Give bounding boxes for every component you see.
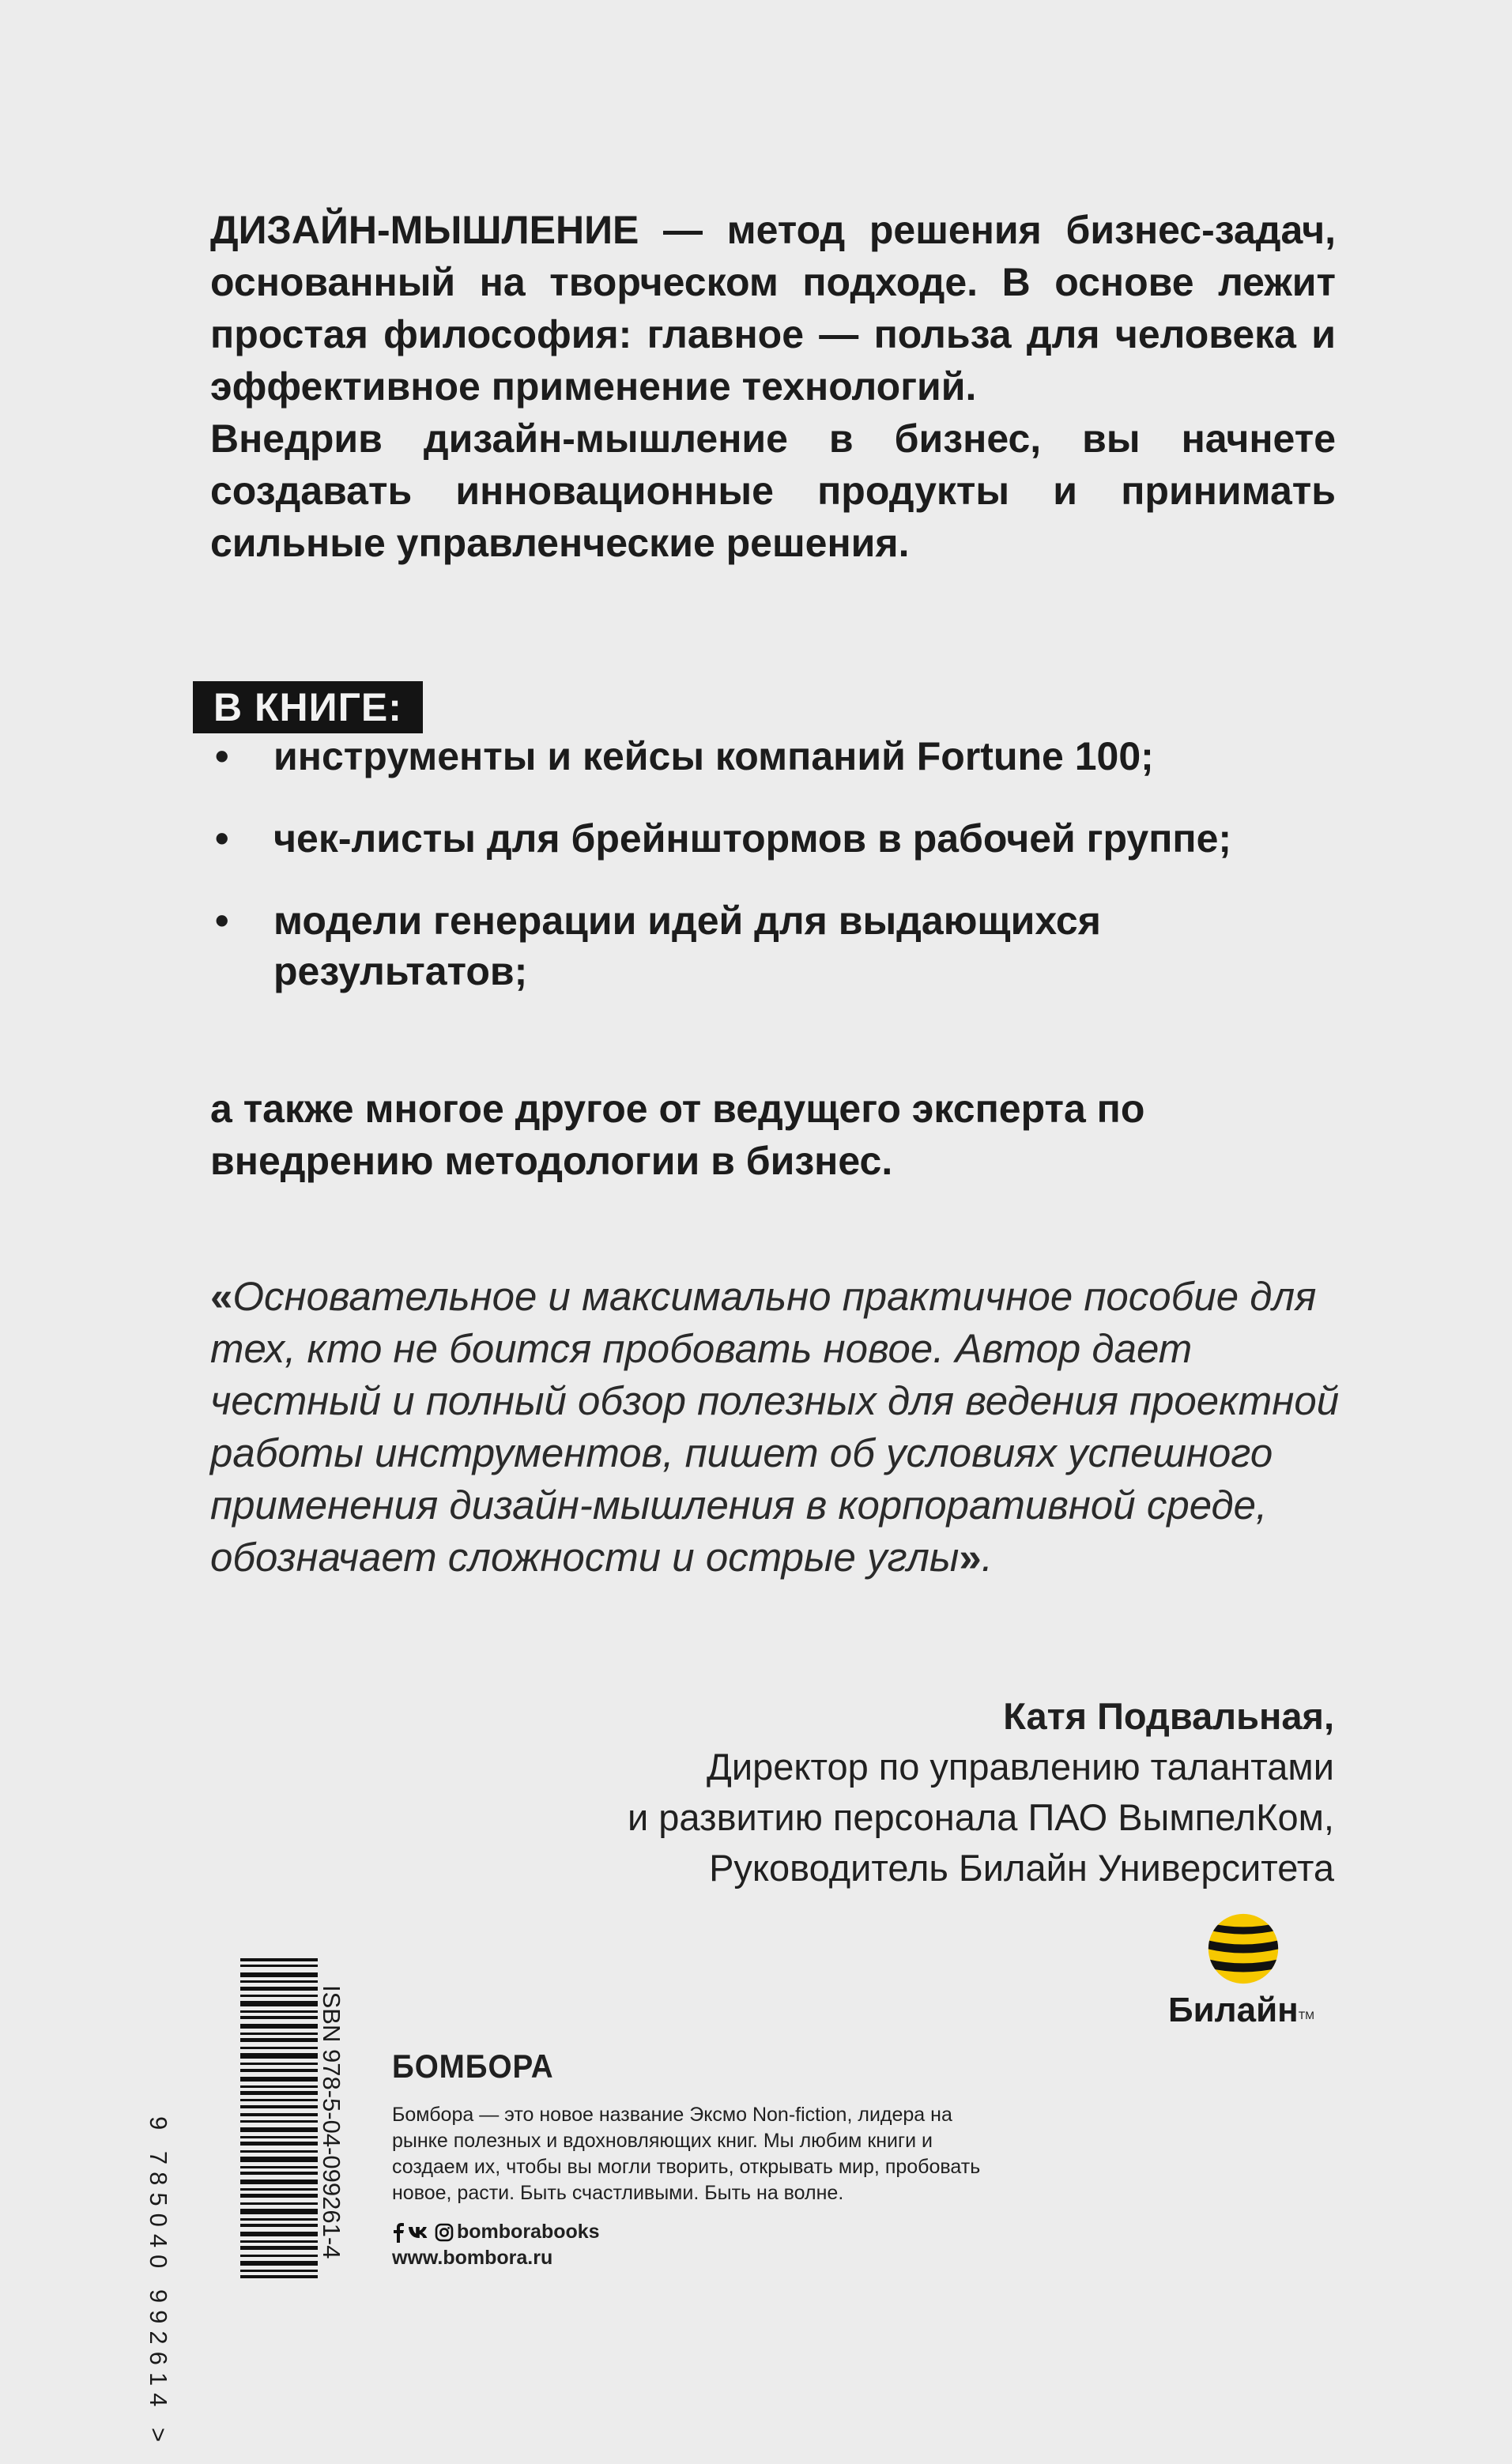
barcode-bars	[240, 1958, 318, 2278]
bullet-icon: •	[215, 816, 229, 861]
outro-text: а также многое другое от ведущего эксперта по внедрению методологии в бизнес.	[210, 1087, 1145, 1183]
feature-text: инструменты и кейсы компаний Fortune 100;	[273, 734, 1154, 778]
quote-open-mark: «	[210, 1274, 233, 1319]
bullet-icon: •	[215, 899, 229, 943]
intro-text	[210, 204, 1336, 569]
barcode-number: 9 785040 992614 >	[145, 2116, 172, 2450]
publisher-info	[392, 2047, 993, 2271]
social-handle[interactable]: bomborabooks	[457, 2221, 600, 2243]
reviewer-name: Катя Подвальная,	[1003, 1695, 1334, 1737]
isbn-number: ISBN 978-5-04-099261-4	[318, 1985, 345, 2259]
facebook-icon[interactable]	[392, 2222, 405, 2243]
beeline-name: Билайн	[1168, 1991, 1299, 2029]
reviewer-title-line-3: Руководитель Билайн Университета	[709, 1847, 1334, 1889]
reviewer-title-line-2: и развитию персонала ПАО ВымпелКом,	[627, 1796, 1334, 1838]
review-quote	[210, 1271, 1340, 1584]
beeline-ball-icon	[1207, 1912, 1280, 1985]
intro-paragraph-1: ДИЗАЙН-МЫШЛЕНИЕ — метод решения бизнес-задач, основанный на творческом подходе. В основе лежит простая философия: главное — польза для человека и эффективное применение технологий.	[210, 208, 1336, 409]
quote-end: .	[981, 1535, 993, 1580]
bullet-icon: •	[215, 734, 229, 778]
publisher-logo: БОМБОРА	[392, 2048, 554, 2085]
list-item	[210, 895, 1336, 997]
beeline-trademark: TM	[1298, 2009, 1314, 2021]
social-links	[392, 2219, 993, 2245]
quote-attribution	[628, 1691, 1334, 1893]
quote-text: Основательное и максимально практичное пособие для тех, кто не боится пробовать новое. Автор дает честный и полный обзор полезных для ведения проектной работы инструментов, пишет об условиях успешного применения дизайн-мышления в корпоративной среде, обозначает сложности и острые углы	[210, 1274, 1340, 1580]
feature-text: модели генерации идей для выдающихся результатов;	[273, 899, 1101, 993]
intro-paragraph-2: Внедрив дизайн-мышление в бизнес, вы начнете создавать инновационные продукты и принимать сильные управленческие решения.	[210, 416, 1336, 565]
instagram-icon[interactable]	[435, 2223, 454, 2242]
publisher-website[interactable]: www.bombora.ru	[392, 2247, 553, 2269]
vk-icon[interactable]	[408, 2224, 432, 2241]
list-item	[210, 731, 1336, 782]
beeline-wordmark	[1168, 1988, 1314, 2033]
reviewer-title-line-1: Директор по управлению талантами	[707, 1746, 1334, 1788]
book-contents-label: В КНИГЕ:	[193, 681, 423, 733]
feature-text: чек-листы для брейнштормов в рабочей группе;	[273, 816, 1232, 861]
quote-close-mark: »	[959, 1535, 982, 1580]
beeline-logo	[1168, 1912, 1334, 2039]
publisher-description: Бомбора — это новое название Эксмо Non-fiction, лидера на рынке полезных и вдохновляющих книг. Мы любим книги и создаем их, чтобы вы могли творить, открывать мир, пробовать новое, расти. Быть счастливыми. Быть на волне.	[392, 2104, 981, 2204]
features-list	[210, 731, 1336, 1028]
list-item	[210, 813, 1336, 864]
